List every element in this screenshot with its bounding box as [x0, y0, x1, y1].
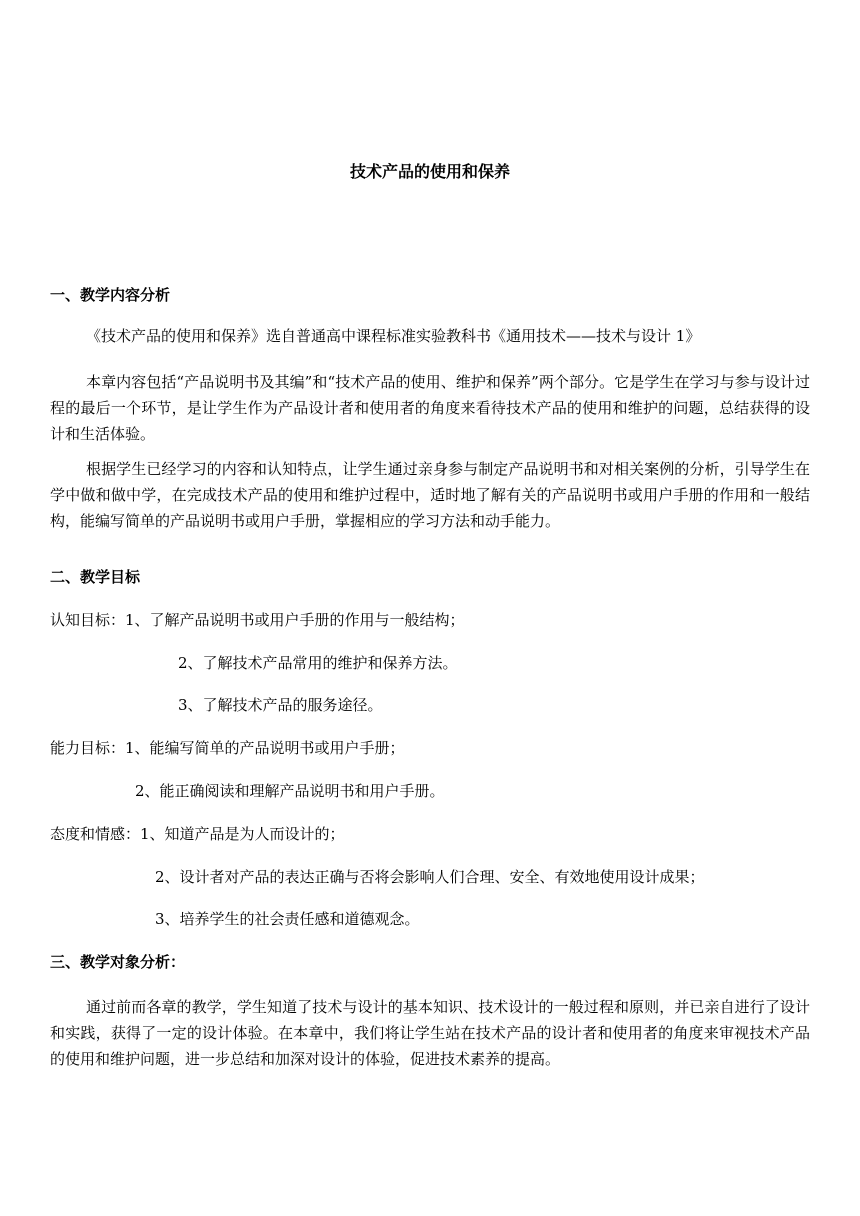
objective-ability-1: 能力目标：1、能编写简单的产品说明书或用户手册；	[50, 739, 405, 757]
objective-attitude-3: 3、培养学生的社会责任感和道德观念。	[155, 910, 420, 928]
section-heading-content-analysis: 一、教学内容分析	[50, 286, 171, 304]
section-heading-objectives: 二、教学目标	[50, 568, 141, 586]
objective-attitude-1: 态度和情感：1、知道产品是为人而设计的；	[50, 825, 345, 843]
objective-attitude-2: 2、设计者对产品的表达正确与否将会影响人们合理、安全、有效地使用设计成果；	[155, 868, 705, 886]
objective-cognitive-3: 3、了解技术产品的服务途径。	[178, 696, 383, 714]
section-heading-audience: 三、教学对象分析：	[50, 953, 186, 971]
paragraph-audience-analysis: 通过前而各章的教学，学生知道了技术与设计的基本知识、技术设计的一般过程和原则，并已亲自进行了设计和实践，获得了一定的设计体验。在本章中，我们将让学生站在技术产品的设计者和使用者的角度来审视技术产品的使用和维护问题，进一步总结和加深对设计的体验，促进技术素养的提高。	[50, 998, 810, 1068]
objective-cognitive-2: 2、了解技术产品常用的维护和保养方法。	[178, 654, 458, 672]
paragraph-source: 《技术产品的使用和保养》选自普通高中课程标准实验教科书《通用技术——技术与设计 1》	[86, 327, 701, 345]
paragraph-chapter-content: 本章内容包括“产品说明书及其编”和“技术产品的使用、维护和保养”两个部分。它是学生在学习与参与设计过程的最后一个环节，是让学生作为产品设计者和使用者的角度来看待技术产品的使用和维护的问题，总结获得的设计和生活体验。	[50, 373, 810, 443]
document-title: 技术产品的使用和保养	[349, 162, 510, 181]
objective-ability-2: 2、能正确阅读和理解产品说明书和用户手册。	[135, 782, 445, 800]
objective-cognitive-1: 认知目标：1、了解产品说明书或用户手册的作用与一般结构；	[50, 611, 465, 629]
paragraph-student-approach: 根据学生已经学习的内容和认知特点，让学生通过亲身参与制定产品说明书和对相关案例的分析，引导学生在学中做和做中学，在完成技术产品的使用和维护过程中，适时地了解有关的产品说明书或用户手册的作用和一般结构，能编写简单的产品说明书或用户手册，掌握相应的学习方法和动手能力。	[50, 460, 810, 530]
